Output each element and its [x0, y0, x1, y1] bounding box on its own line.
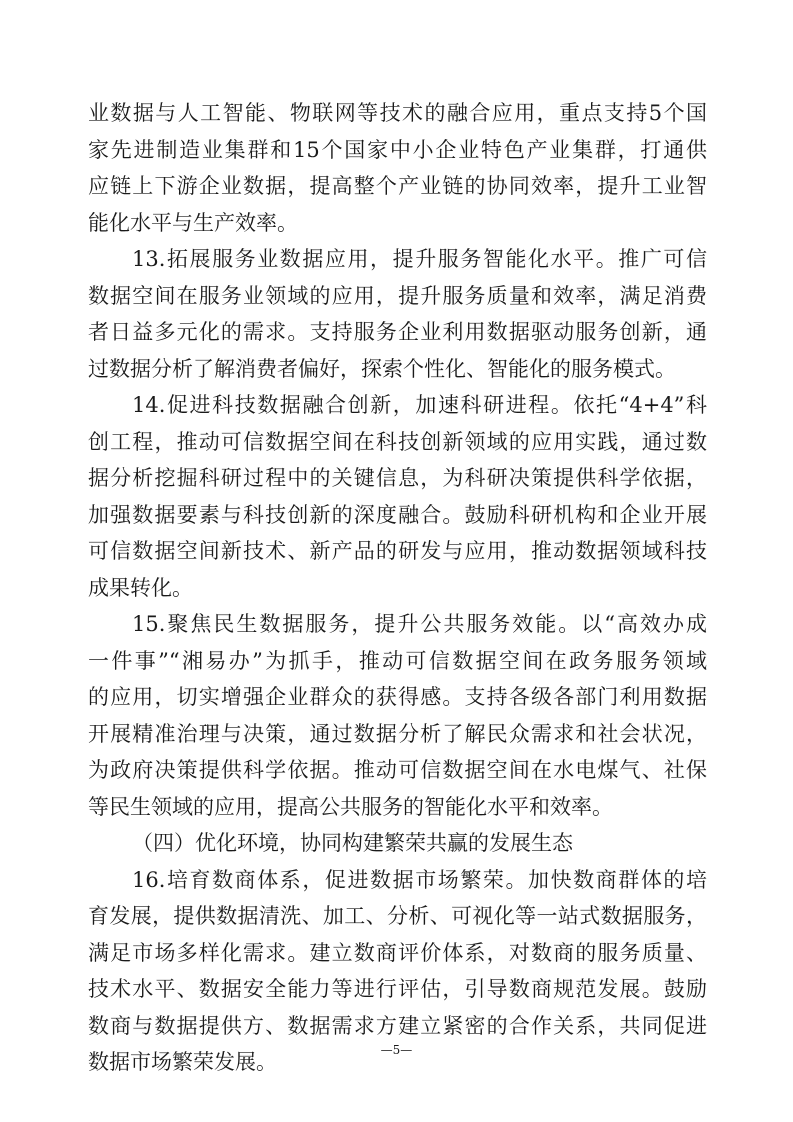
text-line-content: 的应用，切实增强企业群众的获得感。支持各级各部门利用数据	[88, 685, 707, 709]
text-line	[0, 533, 793, 570]
text-line	[0, 898, 793, 935]
text-line	[0, 570, 793, 607]
text-line	[0, 314, 793, 351]
text-line-content: 14.促进科技数据融合创新，加速科研进程。依托“4+4”科	[132, 393, 707, 417]
text-line-content: 16.培育数商体系，促进数据市场繁荣。加快数商群体的培	[132, 867, 707, 892]
text-line	[0, 679, 793, 716]
text-line	[0, 752, 793, 789]
text-line-content: 开展精准治理与决策，通过数据分析了解民众需求和社会状况，	[88, 721, 707, 746]
section-heading	[0, 825, 793, 862]
text-line-content: 技术水平、数据安全能力等进行评估，引导数商规范发展。鼓励	[88, 977, 707, 1001]
text-line-content: 加强数据要素与科技创新的深度融合。鼓励科研机构和企业开展	[88, 502, 707, 527]
text-line-content: 一件事”“湘易办”为抓手，推动可信数据空间在政务服务领域	[88, 648, 707, 673]
text-line	[0, 278, 793, 315]
text-line	[0, 205, 793, 242]
text-line-content: 应链上下游企业数据，提高整个产业链的协同效率，提升工业智	[88, 174, 707, 198]
text-line	[0, 351, 793, 388]
text-line-content: 据分析挖掘科研过程中的关键信息，为科研决策提供科学依据，	[88, 466, 707, 490]
text-line	[0, 132, 793, 169]
text-line	[0, 497, 793, 534]
text-line	[0, 643, 793, 680]
paragraph-heading-line	[0, 387, 793, 424]
text-line-content: （四）优化环境，协同构建繁荣共赢的发展生态	[132, 831, 573, 855]
text-line-content: 数商与数据提供方、数据需求方建立紧密的合作关系，共同促进	[88, 1013, 707, 1038]
paragraph-heading-line	[0, 241, 793, 278]
text-line-content: 数据空间在服务业领域的应用，提升服务质量和效率，满足消费	[88, 283, 707, 308]
text-line	[0, 424, 793, 461]
text-line-content: 家先进制造业集群和15个国家中小企业特色产业集群，打通供	[88, 137, 707, 162]
text-line-content: 满足市场多样化需求。建立数商评价体系，对数商的服务质量、	[88, 940, 707, 965]
text-line	[0, 716, 793, 753]
text-line-content: 数据市场繁荣发展。	[88, 1050, 277, 1074]
text-line	[0, 1008, 793, 1045]
text-line	[0, 460, 793, 497]
text-line	[0, 789, 793, 826]
text-line	[0, 95, 793, 132]
text-line-content: 业数据与人工智能、物联网等技术的融合应用，重点支持5个国	[88, 101, 707, 125]
text-line	[0, 971, 793, 1008]
text-line-content: 15.聚焦民生数据服务，提升公共服务效能。以“高效办成	[132, 612, 707, 636]
text-line	[0, 935, 793, 972]
text-line-content: 13.拓展服务业数据应用，提升服务智能化水平。推广可信	[132, 247, 707, 271]
paragraph-heading-line	[0, 862, 793, 899]
text-line-content: 过数据分析了解消费者偏好，探索个性化、智能化的服务模式。	[88, 356, 676, 381]
text-line-content: 创工程，推动可信数据空间在科技创新领域的应用实践，通过数	[88, 429, 707, 454]
paragraph-heading-line	[0, 606, 793, 643]
text-line-content: 成果转化。	[88, 575, 193, 600]
page-number: —5—	[380, 1043, 413, 1057]
text-line-content: 可信数据空间新技术、新产品的研发与应用，推动数据领域科技	[88, 539, 707, 563]
text-line-content: 者日益多元化的需求。支持服务企业利用数据驱动服务创新，通	[88, 320, 707, 344]
text-line-content: 能化水平与生产效率。	[88, 210, 298, 235]
text-line-content: 育发展，提供数据清洗、加工、分析、可视化等一站式数据服务，	[88, 904, 707, 928]
text-line	[0, 168, 793, 205]
text-line-content: 为政府决策提供科学依据。推动可信数据空间在水电煤气、社保	[88, 758, 707, 782]
text-line-content: 等民生领域的应用，提高公共服务的智能化水平和效率。	[88, 794, 613, 819]
